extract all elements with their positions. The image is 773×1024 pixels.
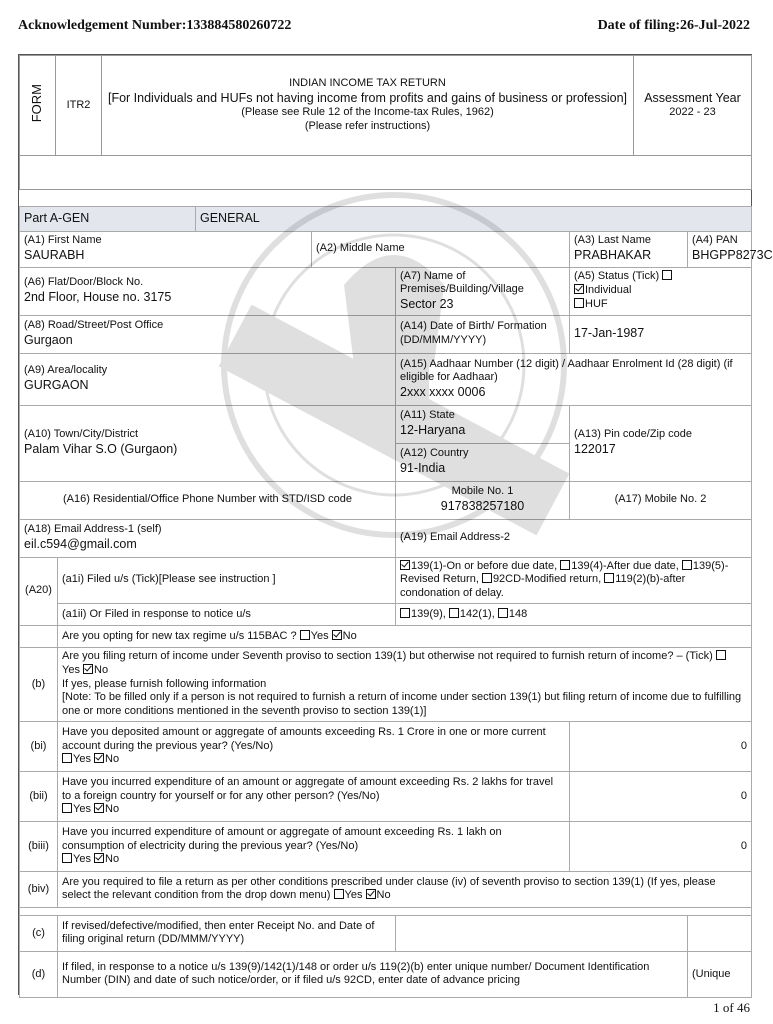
biii-yes-checkbox[interactable] [62, 853, 72, 863]
blank-row [20, 156, 752, 190]
biii-code: (biii) [20, 821, 58, 871]
139-5-checkbox[interactable] [682, 560, 692, 570]
bi-question: Have you deposited amount or aggregate of amounts exceeding Rs. 1 Crore in one or more current account during the previous year? (Yes/No) Yes No [58, 721, 570, 771]
acknowledgement: Acknowledgement Number:133884580260722 [18, 18, 292, 33]
119-2b-checkbox[interactable] [604, 573, 614, 583]
139-9-checkbox[interactable] [400, 608, 410, 618]
notice-options: 139(9), 142(1), 148 [396, 603, 752, 625]
bi-yes-checkbox[interactable] [62, 753, 72, 763]
92cd-checkbox[interactable] [482, 573, 492, 583]
mobile-2-label: (A17) Mobile No. 2 [570, 481, 752, 519]
status-field: (A5) Status (Tick) Individual HUF [570, 267, 752, 315]
top-bar [18, 18, 750, 38]
premises-field: (A7) Name of Premises/Building/Village Sector 23 [396, 267, 570, 315]
c-code: (c) [20, 915, 58, 951]
seventh-proviso-question: Are you filing return of income under Seventh proviso to section 139(1) but otherwise not required to furnish return of income? – (Tick) Yes No If yes, please furnish following information [Note: To be filled only if a person is not required to furnish a return of income under section 139(1) but filing return of income due to fulfilling one or more conditions mentioned in the seventh proviso to section 139(1)] [58, 647, 752, 721]
form-title-block [102, 56, 634, 156]
state-field: (A11) State 12-Haryana [396, 405, 570, 443]
c-question: If revised/defective/modified, then enter Receipt No. and Date of filing original return (DD/MMM/YYYY) [58, 915, 396, 951]
individual-checkbox[interactable] [574, 284, 584, 294]
road-street-value: Gurgaon [24, 333, 73, 348]
premises-value: Sector 23 [400, 297, 454, 311]
biv-no-checkbox[interactable] [366, 889, 376, 899]
filing-date: Date of filing:26-Jul-2022 [597, 18, 750, 33]
aadhaar-field: (A15) Aadhaar Number (12 digit) / Aadhaar Enrolment Id (28 digit) (if eligible for Aadhaar) 2xxx xxxx 0006 [396, 353, 752, 405]
pin-code-value: 122017 [574, 442, 616, 457]
filing-date-value: 26-Jul-2022 [680, 18, 750, 33]
filed-under-label: (a1i) Filed u/s (Tick)[Please see instruction ] [58, 557, 396, 603]
139-4-checkbox[interactable] [560, 560, 570, 570]
assessment-year-label: Assessment Year [644, 90, 741, 105]
biv-yes-checkbox[interactable] [334, 889, 344, 899]
mobile-1-value: 917838257180 [440, 499, 525, 514]
page-number: 1 of 46 [713, 1000, 750, 1015]
filed-under-options: 139(1)-On or before due date, 139(4)-After due date, 139(5)-Revised Return, 92CD-Modified return, 119(2)(b)-after condonation of delay. [396, 557, 752, 603]
bii-no-checkbox[interactable] [94, 803, 104, 813]
notice-label: (a1ii) Or Filed in response to notice u/s [58, 603, 396, 625]
acknowledgement-number: 133884580260722 [186, 18, 292, 33]
email-2-label: (A19) Email Address-2 [396, 519, 752, 557]
biii-question: Have you incurred expenditure of amount or aggregate of amount exceeding Rs. 1 lakh on consumption of electricity during the previous year? (Yes/No) Yes No [58, 821, 570, 871]
a20-code: (A20) [20, 557, 58, 625]
assessment-year-value: 2022 - 23 [669, 106, 716, 119]
mobile-1-field: Mobile No. 1 917838257180 [396, 481, 570, 519]
d-code: (d) [20, 951, 58, 997]
country-field: (A12) Country 91-India [396, 443, 570, 481]
town-city-field: (A10) Town/City/District Palam Vihar S.O (Gurgaon) [20, 405, 396, 481]
regime-yes-checkbox[interactable] [300, 630, 310, 640]
area-locality-field: (A9) Area/locality GURGAON [20, 353, 396, 405]
bi-no-checkbox[interactable] [94, 753, 104, 763]
proviso-no-checkbox[interactable] [83, 664, 93, 674]
pin-code-field: (A13) Pin code/Zip code 122017 [570, 405, 752, 481]
status-checkbox[interactable] [662, 270, 672, 280]
phone-label: (A16) Residential/Office Phone Number with STD/ISD code [20, 481, 396, 519]
dob-label: (A14) Date of Birth/ Formation (DD/MMM/YYYY) [396, 315, 570, 353]
flat-door-field: (A6) Flat/Door/Block No. 2nd Floor, House no. 3175 [20, 267, 396, 315]
c-date-input[interactable] [688, 915, 752, 951]
biv-code: (biv) [20, 871, 58, 907]
148-checkbox[interactable] [498, 608, 508, 618]
bii-code: (bii) [20, 771, 58, 821]
form-code: ITR2 [56, 56, 102, 156]
bii-yes-checkbox[interactable] [62, 803, 72, 813]
142-1-checkbox[interactable] [449, 608, 459, 618]
bi-code: (bi) [20, 721, 58, 771]
email-1-field: (A18) Email Address-1 (self) eil.c594@gmail.com [20, 519, 396, 557]
form-label-cell [20, 56, 56, 156]
last-name-field: (A3) Last Name PRABHAKAR [570, 231, 688, 267]
email-1-value: eil.c594@gmail.com [24, 537, 137, 552]
huf-checkbox[interactable] [574, 298, 584, 308]
dob-value: 17-Jan-1987 [570, 315, 752, 353]
form-header [19, 55, 752, 190]
biii-value: 0 [570, 821, 752, 871]
bii-question: Have you incurred expenditure of an amount or aggregate of amount exceeding Rs. 2 lakhs for travel to a foreign country for yourself or for any other person? (Yes/No) Yes No [58, 771, 570, 821]
itr-form-sheet [18, 54, 773, 995]
form-subtitle: [For Individuals and HUFs not having income from profits and gains of business or profession] [107, 90, 627, 105]
d-question: If filed, in response to a notice u/s 139(9)/142(1)/148 or order u/s 119(2)(b) enter unique number/ Document Identification Number (DIN) and date of such notice/order, or if filed u/s 92CD, enter date of advance pricing [58, 951, 688, 997]
form-note-rule: (Please see Rule 12 of the Income-tax Rules, 1962) [241, 106, 494, 119]
d-unique: (Unique [688, 951, 752, 997]
state-value: 12-Haryana [400, 423, 466, 438]
biii-no-checkbox[interactable] [94, 853, 104, 863]
first-name-value: SAURABH [24, 248, 85, 263]
regime-no-checkbox[interactable] [332, 630, 342, 640]
first-name-field: (A1) First Name SAURABH [20, 231, 312, 267]
assessment-year [634, 56, 752, 156]
aadhaar-value: 2xxx xxxx 0006 [400, 385, 486, 400]
road-street-field: (A8) Road/Street/Post Office Gurgaon [20, 315, 396, 353]
flat-door-value: 2nd Floor, House no. 3175 [24, 290, 172, 305]
country-value: 91-India [400, 461, 446, 476]
area-locality-value: GURGAON [24, 378, 89, 393]
form-note-instructions: (Please refer instructions) [304, 120, 431, 133]
part-name: GENERAL [196, 206, 752, 231]
pan-value: BHGPP8273C [692, 248, 773, 263]
biv-question: Are you required to file a return as per other conditions prescribed under clause (iv) of seventh proviso to section 139(1) (If yes, please select the relevant condition from the drop down menu) Yes No [58, 871, 752, 907]
c-receipt-input[interactable] [396, 915, 688, 951]
new-regime-question: Are you opting for new tax regime u/s 115BAC ? Yes No [58, 625, 752, 647]
last-name-value: PRABHAKAR [574, 248, 652, 263]
section-header [20, 206, 752, 231]
bi-value: 0 [570, 721, 752, 771]
town-city-value: Palam Vihar S.O (Gurgaon) [24, 442, 178, 457]
proviso-checkbox[interactable] [716, 650, 726, 660]
middle-name-field: (A2) Middle Name [312, 231, 570, 267]
bii-value: 0 [570, 771, 752, 821]
part-code: Part A-GEN [20, 206, 196, 231]
b-code: (b) [20, 647, 58, 721]
139-1-checkbox[interactable] [400, 560, 410, 570]
pan-field: (A4) PAN BHGPP8273C [688, 231, 752, 267]
form-title: INDIAN INCOME TAX RETURN [289, 77, 446, 90]
form-label: FORM [29, 83, 45, 123]
part-a-gen [19, 190, 773, 998]
